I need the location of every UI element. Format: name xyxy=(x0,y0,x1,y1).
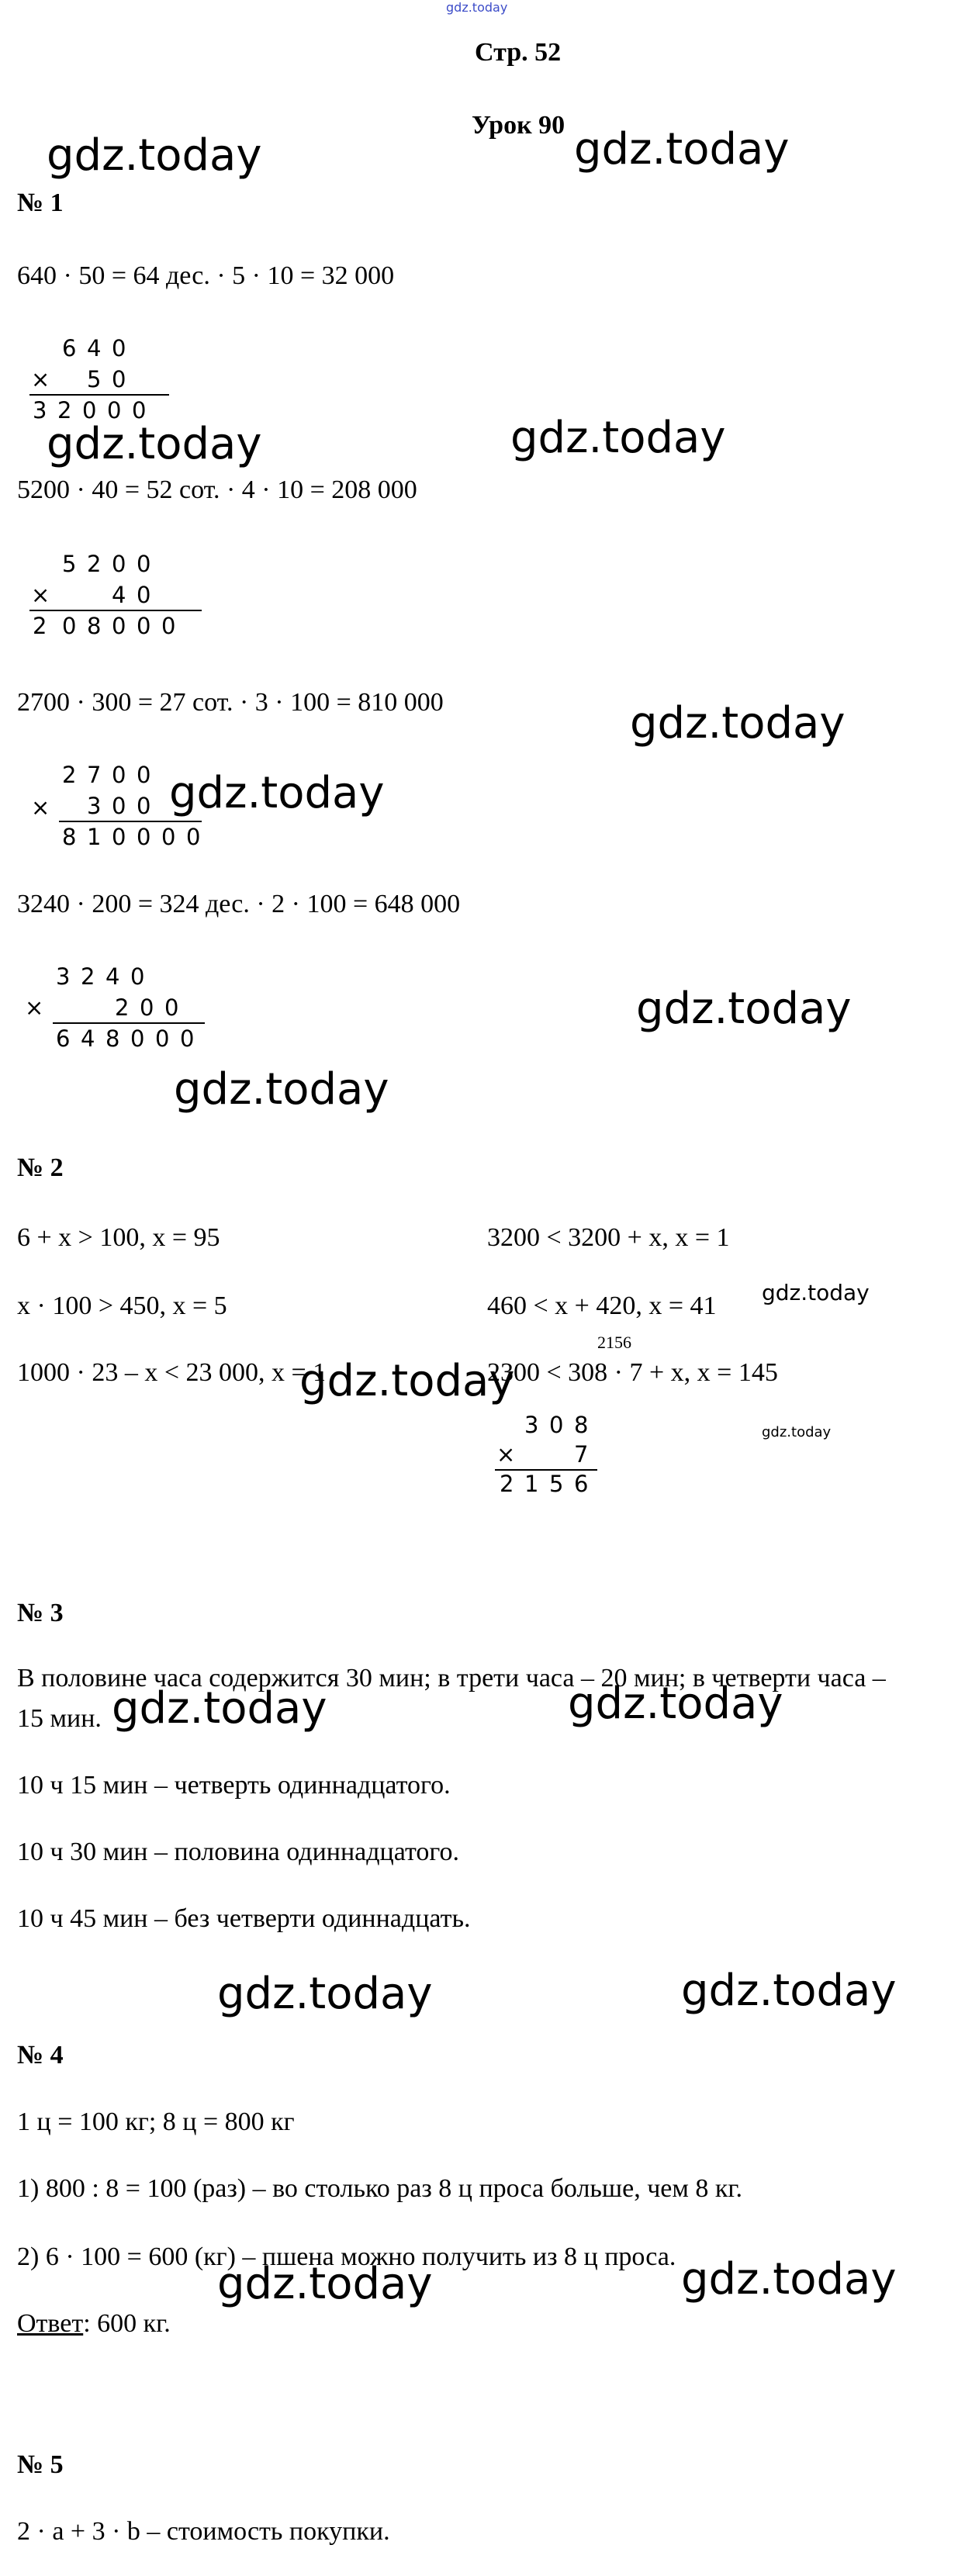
digit: 0 xyxy=(82,397,97,424)
watermark: gdz.today xyxy=(630,698,846,749)
digit: 8 xyxy=(574,1412,589,1438)
task1-eq2: 5200 · 40 = 52 сот. · 4 · 10 = 208 000 xyxy=(17,475,417,504)
digit: 0 xyxy=(112,762,126,788)
mult-line xyxy=(29,394,169,396)
task2-left-2: x · 100 > 450, x = 5 xyxy=(17,1291,227,1320)
digit: 7 xyxy=(574,1441,589,1468)
digit: 8 xyxy=(62,824,77,850)
task2-left-1: 6 + x > 100, x = 95 xyxy=(17,1223,220,1252)
digit: 8 xyxy=(87,613,102,639)
digit: 2 xyxy=(87,551,102,577)
digit: 3 xyxy=(33,397,47,424)
digit: 0 xyxy=(132,397,147,424)
top-watermark: gdz.today xyxy=(446,0,508,15)
task5-line1: 2 · a + 3 · b – стоимость покупки. xyxy=(17,2517,390,2546)
digit: 0 xyxy=(137,824,151,850)
digit: 6 xyxy=(62,335,77,361)
digit: 3 xyxy=(87,793,102,819)
watermark: gdz.today xyxy=(510,413,726,463)
task4-line1: 1 ц = 100 кг; 8 ц = 800 кг xyxy=(17,2107,295,2136)
task3-title: № 3 xyxy=(17,1599,64,1627)
task2-title: № 2 xyxy=(17,1153,64,1182)
task2-right-3: 2300 < 308 · 7 + x, x = 145 xyxy=(487,1358,778,1387)
watermark: gdz.today xyxy=(568,1679,783,1729)
task1-title: № 1 xyxy=(17,188,64,217)
task1-eq4: 3240 · 200 = 324 дес. · 2 · 100 = 648 000 xyxy=(17,890,461,918)
page-number: Стр. 52 xyxy=(475,38,562,67)
answer-value: : 600 кг. xyxy=(83,2309,171,2338)
digit: 5 xyxy=(549,1471,564,1497)
watermark: gdz.today xyxy=(217,2259,433,2309)
multiply-sign: × xyxy=(31,582,50,608)
watermark: gdz.today xyxy=(681,1966,897,2016)
digit: 6 xyxy=(574,1471,589,1497)
digit: 0 xyxy=(164,994,179,1021)
digit: 0 xyxy=(180,1025,195,1052)
watermark: gdz.today xyxy=(762,1280,870,1305)
digit: 0 xyxy=(161,824,176,850)
digit: 0 xyxy=(137,762,151,788)
digit: 1 xyxy=(87,824,102,850)
task5-title: № 5 xyxy=(17,2450,64,2479)
digit: 2 xyxy=(81,963,95,990)
digit: 0 xyxy=(112,335,126,361)
digit: 2 xyxy=(33,613,47,639)
answer-label: Ответ xyxy=(17,2309,84,2338)
watermark: gdz.today xyxy=(169,768,385,818)
digit: 0 xyxy=(62,613,77,639)
digit: 0 xyxy=(130,963,145,990)
mult-line xyxy=(29,610,202,611)
task2-note: 2156 xyxy=(597,1333,631,1352)
mult-line xyxy=(59,821,202,822)
multiply-sign: × xyxy=(31,794,50,821)
task3-line3: 10 ч 15 мин – четверть одиннадцатого. xyxy=(17,1771,451,1800)
task3-line4: 10 ч 30 мин – половина одиннадцатого. xyxy=(17,1838,459,1866)
task3-line2: 15 мин. xyxy=(17,1704,102,1733)
watermark: gdz.today xyxy=(174,1064,389,1115)
digit: 4 xyxy=(112,582,126,608)
task3-line1: В половине часа содержится 30 мин; в трети часа – 20 мин; в четверти часа – xyxy=(17,1664,886,1693)
digit: 4 xyxy=(87,335,102,361)
digit: 0 xyxy=(140,994,154,1021)
task4-line3: 2) 6 · 100 = 600 (кг) – пшена можно получить из 8 ц проса. xyxy=(17,2242,676,2271)
digit: 5 xyxy=(87,366,102,392)
digit: 0 xyxy=(549,1412,564,1438)
watermark: gdz.today xyxy=(574,124,790,175)
task1-eq1: 640 · 50 = 64 дес. · 5 · 10 = 32 000 xyxy=(17,261,395,290)
digit: 0 xyxy=(112,613,126,639)
watermark: gdz.today xyxy=(47,419,262,469)
task2-left-3: 1000 · 23 – x < 23 000, x = 1 xyxy=(17,1358,327,1387)
digit: 4 xyxy=(81,1025,95,1052)
digit: 0 xyxy=(112,551,126,577)
watermark: gdz.today xyxy=(112,1683,327,1734)
digit: 3 xyxy=(524,1412,539,1438)
task2-right-1: 3200 < 3200 + x, x = 1 xyxy=(487,1223,730,1252)
lesson-title: Урок 90 xyxy=(472,111,565,140)
digit: 0 xyxy=(130,1025,145,1052)
digit: 1 xyxy=(524,1471,539,1497)
digit: 2 xyxy=(500,1471,514,1497)
digit: 2 xyxy=(62,762,77,788)
task4-answer xyxy=(17,2308,171,2339)
watermark: gdz.today xyxy=(636,984,852,1034)
task3-line5: 10 ч 45 мин – без четверти одиннадцать. xyxy=(17,1904,471,1933)
watermark: gdz.today xyxy=(47,130,262,181)
watermark: gdz.today xyxy=(217,1969,433,2019)
mult-line xyxy=(53,1022,205,1024)
digit: 0 xyxy=(112,366,126,392)
task2-right-2: 460 < x + 420, x = 41 xyxy=(487,1291,717,1320)
digit: 8 xyxy=(105,1025,120,1052)
digit: 7 xyxy=(87,762,102,788)
multiply-sign: × xyxy=(496,1441,516,1468)
multiply-sign: × xyxy=(31,366,50,392)
watermark: gdz.today xyxy=(299,1356,515,1406)
multiply-sign: × xyxy=(25,994,44,1021)
digit: 0 xyxy=(137,551,151,577)
digit: 2 xyxy=(57,397,72,424)
digit: 0 xyxy=(112,824,126,850)
digit: 4 xyxy=(105,963,120,990)
watermark: gdz.today xyxy=(762,1424,832,1440)
digit: 0 xyxy=(112,793,126,819)
digit: 0 xyxy=(186,824,201,850)
digit: 0 xyxy=(137,613,151,639)
digit: 6 xyxy=(56,1025,71,1052)
task4-line2: 1) 800 : 8 = 100 (раз) – во столько раз 8 ц проса больше, чем 8 кг. xyxy=(17,2174,743,2203)
task1-eq3: 2700 · 300 = 27 сот. · 3 · 100 = 810 000 xyxy=(17,688,444,717)
digit: 2 xyxy=(115,994,130,1021)
watermark: gdz.today xyxy=(681,2254,897,2305)
digit: 0 xyxy=(137,793,151,819)
digit: 0 xyxy=(137,582,151,608)
digit: 0 xyxy=(107,397,122,424)
digit: 3 xyxy=(56,963,71,990)
task4-title: № 4 xyxy=(17,2041,64,2069)
digit: 0 xyxy=(161,613,176,639)
digit: 5 xyxy=(62,551,77,577)
digit: 0 xyxy=(155,1025,170,1052)
